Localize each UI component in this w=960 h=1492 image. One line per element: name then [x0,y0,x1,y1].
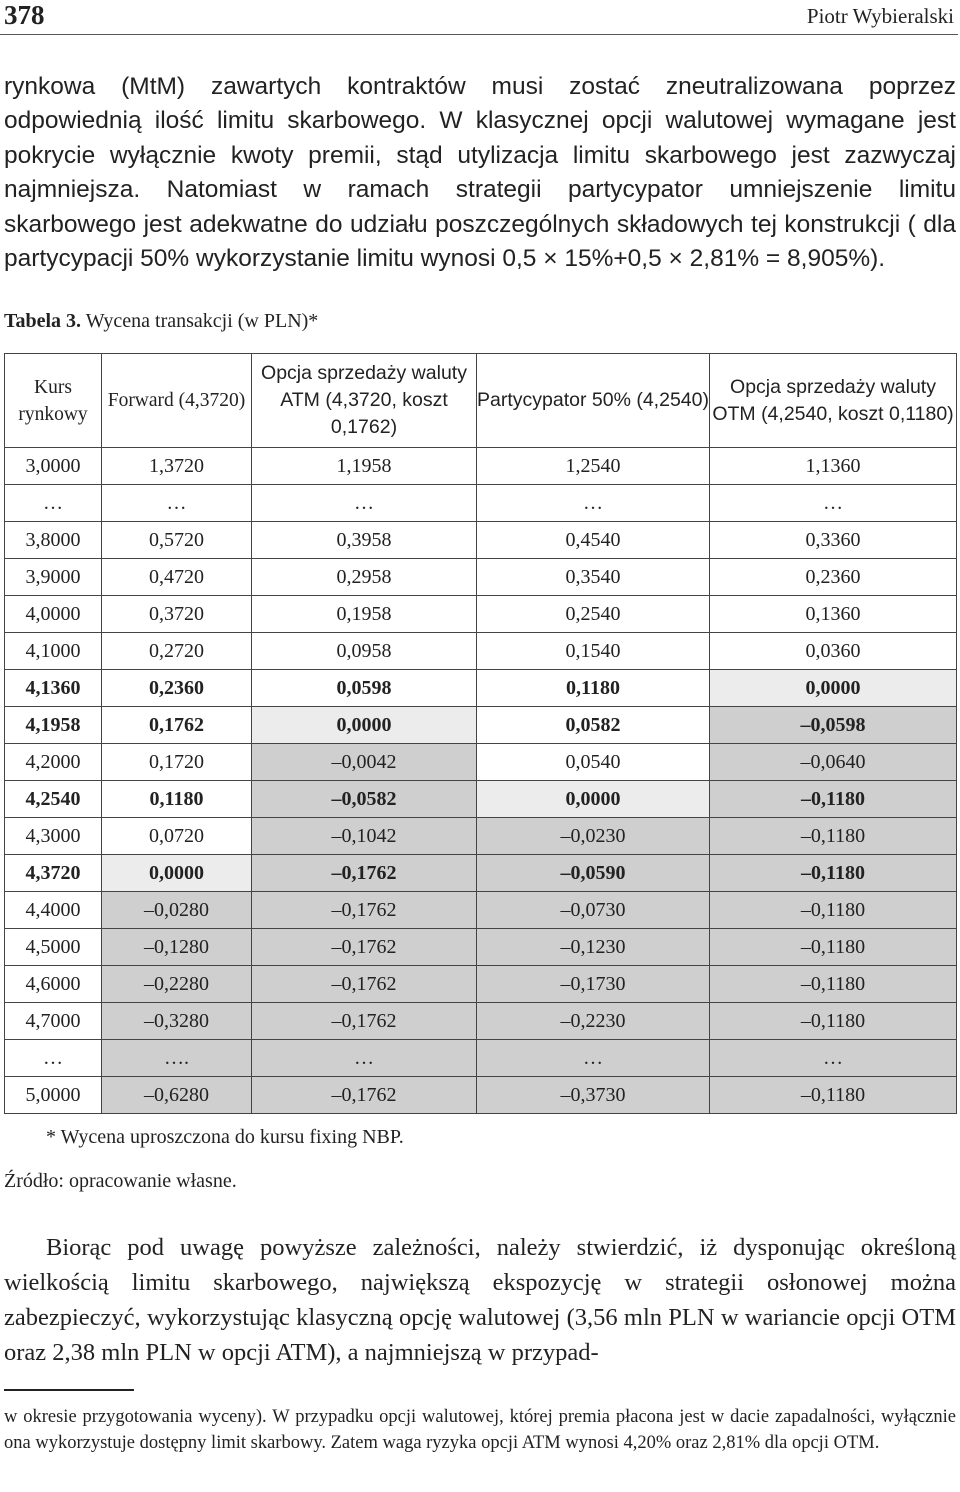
table-row [5,1040,957,1077]
table-cell: 0,4540 [477,522,710,559]
table-cell: 0,1540 [477,633,710,670]
table-cell-shaded-dark: –0,1180 [710,1003,957,1040]
table-cell-shaded: 0,0000 [710,670,957,707]
running-head-author: Piotr Wybieralski [806,4,954,28]
table-cell-shaded-dark: –0,1180 [710,855,957,892]
table-cell: 0,3720 [102,596,252,633]
table-row [5,966,957,1003]
table-cell: 4,2000 [5,744,102,781]
table-row [5,559,957,596]
table-cell: … [710,485,957,522]
table-cell: 4,1000 [5,633,102,670]
body-paragraph-bottom: Biorąc pod uwagę powyższe zależności, należy stwierdzić, iż dysponując określoną wielkością limitu skarbowego, największą ekspozycję w strategii osłonowej można zabezpieczyć, wykorzystując klasyczną opcję walutowej (3,56 mln PLN w wariancie opcji OTM oraz 2,38 mln PLN w opcji ATM), a najmniejszą w przypad- [4,1234,956,1366]
table-cell: 4,3720 [5,855,102,892]
table-cell-shaded: 0,0000 [477,781,710,818]
table-row-highlight [5,670,957,707]
table-cell: 0,2540 [477,596,710,633]
table-cell: … [5,1040,102,1077]
table-cell-shaded-dark: –0,1230 [477,929,710,966]
table-cell-shaded: 0,0000 [102,855,252,892]
table-cell: 3,0000 [5,448,102,485]
table-cell: 0,2720 [102,633,252,670]
table-cell-shaded-dark: –0,0582 [252,781,477,818]
table-cell: 0,2360 [710,559,957,596]
footnote-separator [4,1389,134,1391]
page-number: 378 [4,0,45,30]
table-cell: 4,1958 [5,707,102,744]
table-cell: 4,7000 [5,1003,102,1040]
table-cell-shaded-dark: –0,0598 [710,707,957,744]
table-cell-shaded-dark: –0,1762 [252,929,477,966]
table-cell: 0,1762 [102,707,252,744]
header-kurs-rynkowy: Kurs rynkowy [5,354,102,448]
table-cell-shaded-dark: –0,1180 [710,892,957,929]
table-cell: 0,3540 [477,559,710,596]
table-cell-shaded-dark: –0,3730 [477,1077,710,1114]
table-cell: 1,1958 [252,448,477,485]
table-cell-shaded-dark: –0,6280 [102,1077,252,1114]
table-cell: 0,3360 [710,522,957,559]
table-cell-shaded-dark: –0,1042 [252,818,477,855]
table-row [5,522,957,559]
table-cell: 0,2360 [102,670,252,707]
page-header [0,0,958,35]
table-row [5,818,957,855]
table-row [5,892,957,929]
table-cell-shaded-dark: –0,0640 [710,744,957,781]
table-cell: 0,1180 [477,670,710,707]
page-footnote: w okresie przygotowania wyceny). W przypadku opcji walutowej, której premia płacona jest w dacie zapadalności, wyłącznie ona wykorzystuje dostępny limit skarbowy. Zatem waga ryzyka opcji ATM wynosi 4,20% oraz 2,81% dla opcji OTM. [4,1407,956,1453]
table-cell-shaded-dark: … [710,1040,957,1077]
table-row [5,485,957,522]
table-cell: 3,8000 [5,522,102,559]
table-cell: 0,1360 [710,596,957,633]
table-cell: 1,3720 [102,448,252,485]
table-cell: 0,5720 [102,522,252,559]
table-row [5,633,957,670]
header-forward: Forward (4,3720) [102,354,252,448]
table-cell: 0,1720 [102,744,252,781]
table-cell-shaded-dark: –0,2230 [477,1003,710,1040]
table-caption-label: Tabela 3. [4,310,82,332]
table-row [5,744,957,781]
table-cell: 0,0582 [477,707,710,744]
table-caption [4,310,318,333]
table-cell-shaded-dark: –0,0042 [252,744,477,781]
table-cell-shaded: 0,0000 [252,707,477,744]
table-cell: 0,0598 [252,670,477,707]
table-cell-shaded-dark: –0,1280 [102,929,252,966]
table-cell: 1,2540 [477,448,710,485]
table-cell: 0,1180 [102,781,252,818]
table-cell-shaded-dark: –0,1180 [710,966,957,1003]
table-cell: … [102,485,252,522]
table-cell: 0,0360 [710,633,957,670]
table-row [5,1077,957,1114]
table-cell: 4,4000 [5,892,102,929]
header-partycypator: Partycypator 50% (4,2540) [477,354,710,448]
table-row [5,929,957,966]
table-cell-shaded-dark: –0,1180 [710,781,957,818]
table-cell: 0,3958 [252,522,477,559]
table-header-row [5,354,957,448]
table-caption-text: Wycena transakcji (w PLN)* [85,310,319,332]
header-opcja-atm: Opcja sprzedaży waluty ATM (4,3720, koszt 0,1762) [252,354,477,448]
table-cell: … [252,485,477,522]
table-row-highlight [5,781,957,818]
table-cell: 0,4720 [102,559,252,596]
table-row [5,448,957,485]
table-cell: … [5,485,102,522]
table-cell: 0,0720 [102,818,252,855]
table-cell-shaded-dark: –0,1730 [477,966,710,1003]
table-cell-shaded-dark: –0,1762 [252,1077,477,1114]
table-cell: 4,2540 [5,781,102,818]
table-row-highlight [5,707,957,744]
table-cell-shaded-dark: –0,1762 [252,892,477,929]
table-cell-shaded-dark: –0,1180 [710,929,957,966]
table-cell: 4,1360 [5,670,102,707]
table-cell: 0,1958 [252,596,477,633]
table-cell-shaded-dark: –0,3280 [102,1003,252,1040]
table-row [5,596,957,633]
table-cell: 5,0000 [5,1077,102,1114]
table-row-highlight [5,855,957,892]
table-cell-shaded-dark: –0,1180 [710,1077,957,1114]
table-cell-shaded-dark: –0,1762 [252,966,477,1003]
table-source: Źródło: opracowanie własne. [4,1170,237,1192]
table-footnote: * Wycena uproszczona do kursu fixing NBP. [46,1126,404,1148]
table-cell-shaded-dark: –0,0730 [477,892,710,929]
table-cell-shaded-dark: –0,0590 [477,855,710,892]
body-paragraph-top: rynkowa (MtM) zawartych kontraktów musi zostać zneutralizowana poprzez odpowiednią ilość limitu skarbowego. W klasycznej opcji walutowej wymagane jest pokrycie wyłącznie kwoty premii, stąd utylizacja limitu skarbowego jest zazwyczaj najmniejsza. Natomiast w ramach strategii partycypator umniejszenie limitu skarbowego jest adekwatne do udziału poszczególnych składowych tej konstrukcji ( dla partycypacji 50% wykorzystanie limitu wynosi 0,5 × 15%+0,5 × 2,81% = 8,905%). [4,73,956,273]
table-cell: 0,0540 [477,744,710,781]
table-cell: 0,2958 [252,559,477,596]
valuation-table [4,353,957,1114]
table-cell: … [477,485,710,522]
table-row [5,1003,957,1040]
table-cell: 0,0958 [252,633,477,670]
table-cell: 3,9000 [5,559,102,596]
table-cell: 4,3000 [5,818,102,855]
header-opcja-otm: Opcja sprzedaży waluty OTM (4,2540, koszt 0,1180) [710,354,957,448]
table-cell-shaded-dark: –0,0280 [102,892,252,929]
table-cell: 4,6000 [5,966,102,1003]
table-cell-shaded-dark: –0,1762 [252,1003,477,1040]
table-cell: 4,5000 [5,929,102,966]
table-cell-shaded-dark: –0,2280 [102,966,252,1003]
table-cell-shaded-dark: –0,1180 [710,818,957,855]
table-cell-shaded-dark: –0,1762 [252,855,477,892]
table-cell: 1,1360 [710,448,957,485]
table-cell-shaded-dark: …. [102,1040,252,1077]
table-cell-shaded-dark: … [477,1040,710,1077]
table-cell: 4,0000 [5,596,102,633]
table-cell-shaded-dark: … [252,1040,477,1077]
table-cell-shaded-dark: –0,0230 [477,818,710,855]
